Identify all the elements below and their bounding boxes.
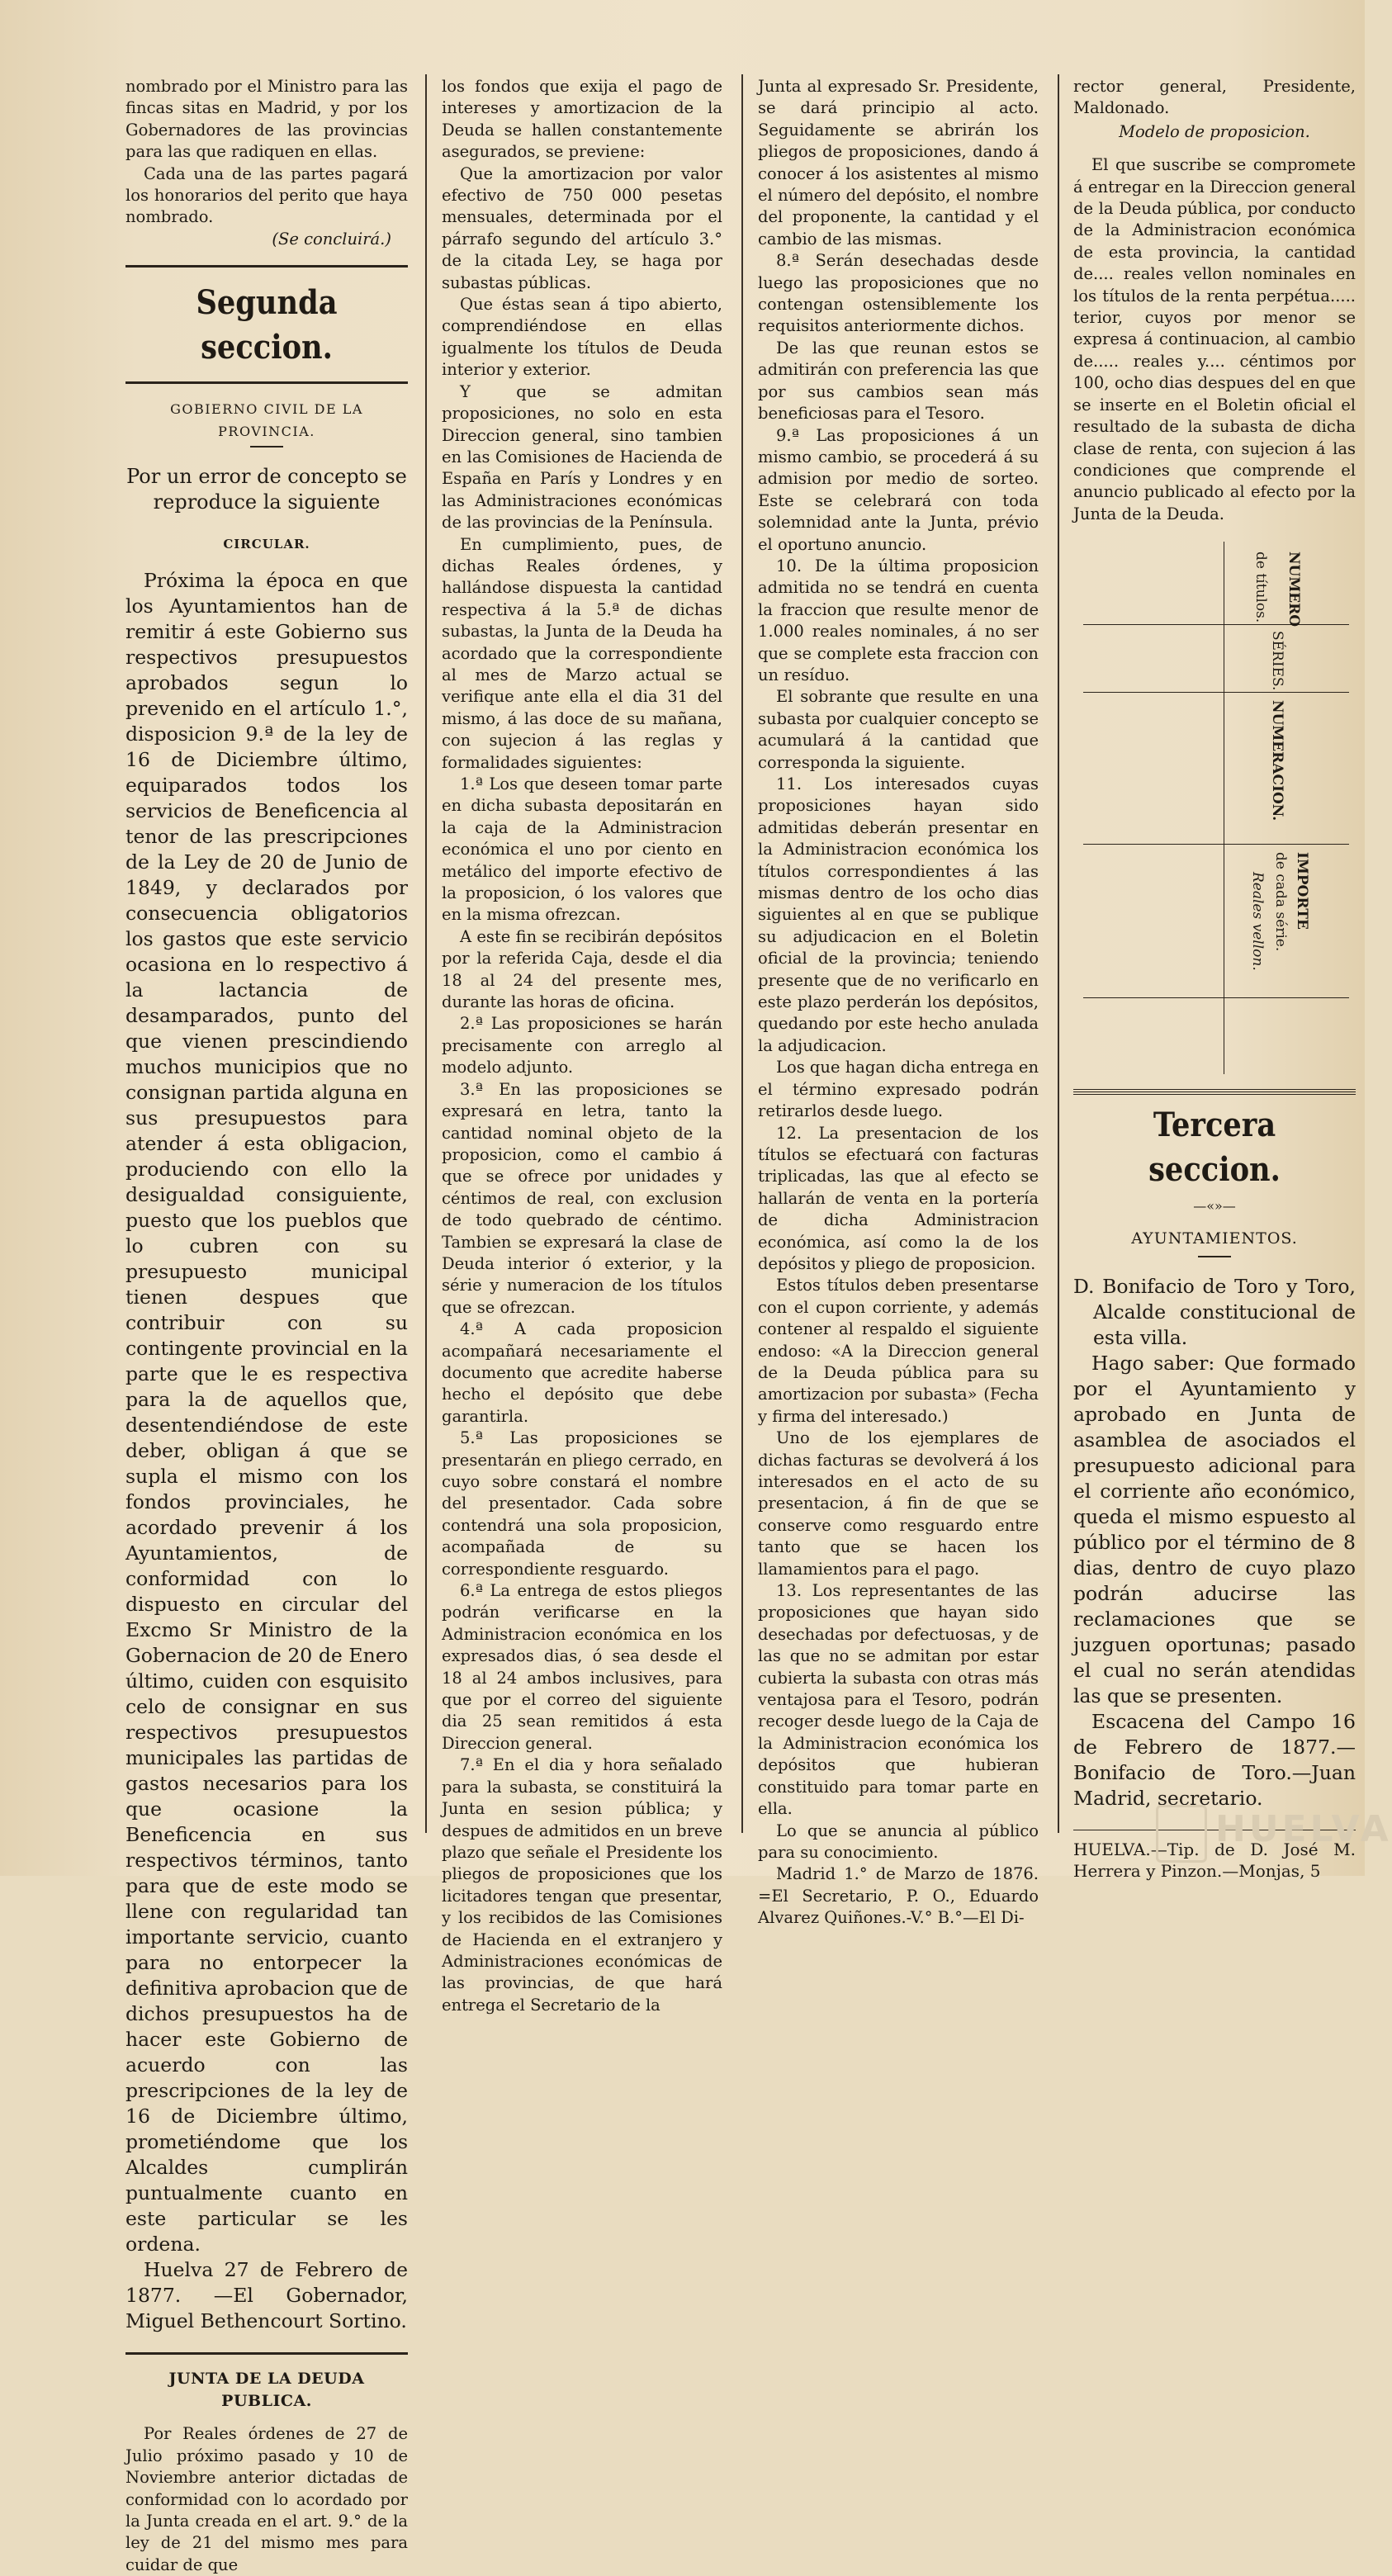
- table-row-rule: [1083, 692, 1349, 693]
- column-3: [758, 76, 1039, 1930]
- ornament: —«»—: [1193, 1198, 1236, 1215]
- rule-1: 1.ª Los que deseen tomar parte en dicha subasta depositarán en la caja de la Administracion económica el uno por ciento en metálico del importe efectivo de la proposicion, ó los valores que en la misma ofrezcan.: [442, 774, 722, 925]
- rule-8: 8.ª Serán desechadas desde luego las proposiciones que no contengan ostensiblemente los requisitos anteriormente dichos.: [758, 251, 1039, 336]
- seal-icon: [1156, 1805, 1207, 1863]
- printer-imprint: HUELVA.—Tip. de D. José M. Herrera y Pinzon.—Monjas, 5: [1073, 1839, 1356, 1881]
- table-header-numeracion: NUMERACION.: [1269, 700, 1285, 822]
- table-header-series: SÉRIES.: [1269, 631, 1285, 691]
- ayuntamientos-heading: AYUNTAMIENTOS.: [1131, 1229, 1298, 1248]
- paragraph: Junta al expresado Sr. Presidente, se dará principio al acto. Seguidamente se abrirán los pliegos de proposiciones, dando á conocer á los asistentes al mismo el número del depósito, el nombre del proponente, la cantidad y el cambio de las mismas.: [758, 77, 1039, 249]
- edict-body: Hago saber: Que formado por el Ayuntamiento y aprobado en Junta de asamblea de asociados el presupuesto adicional para el corriente año económico, queda el mismo espuesto al público por el término de 8 dias, dentro de cuyo plazo podrán aducirse las reclamaciones que se juzguen oportunas; pasado el cual no serán atendidas las que se presenten.: [1073, 1351, 1356, 1707]
- continuation-text: Cada una de las partes pagará los honorarios del perito que haya nombrado.: [125, 163, 408, 227]
- junta-intro: Por Reales órdenes de 27 de Julio próximo pasado y 10 de Noviembre anterior dictadas de conformidad con lo acordado por la Junta creada en el art. 9.° de la ley de 21 del mismo mes para cuidar de que: [125, 2424, 408, 2574]
- to-be-continued: (Se concluirá.): [272, 229, 391, 249]
- article-rule: [125, 2352, 408, 2355]
- rule-6: 6.ª La entrega de estos pliegos podrán verificarse en la Administracion económica en los expresados dias, ó sea desde el 18 al 24 ambos inclusives, para que por el correo del siguiente dia 25 sean remitidos á esta Direccion general.: [442, 1581, 722, 1753]
- paragraph: Estos títulos deben presentarse con el cupon corriente, y además contener al respaldo el siguiente endoso: «A la Direccion general de la Deuda pública para su amortizacion por subasta» (Fecha y firma del interesado.): [758, 1276, 1039, 1426]
- rule-4: 4.ª A cada proposicion acompañará necesariamente el documento que acredite haberse hecho el depósito que debe garantirla.: [442, 1319, 722, 1426]
- paragraph: A este fin se recibirán depósitos por la referida Caja, desde el dia 18 al 24 del presente mes, durante las horas de oficina.: [442, 926, 722, 1012]
- paragraph: De las que reunan estos se admitirán con preferencia las que por sus cambios sean más beneficiosas para el Tesoro.: [758, 338, 1039, 424]
- rule-7: 7.ª En el dia y hora señalado para la subasta, se constituirá la Junta en sesion pública; y despues de admitidos en un breve plazo que señale el Presidente los pliegos de proposiciones que los licitadores tengan que presentar, y los recibidos de las Comisiones de Hacienda en el extranjero y Administraciones económicas de las provincias, de que hará entrega el Secretario de la: [442, 1755, 722, 2015]
- table-header-reales: Reales vellon.: [1249, 872, 1266, 971]
- paragraph: Uno de los ejemplares de dichas facturas se devolverá á los interesados en el acto de su presentacion, á fin de que se conserve como resguardo entre tanto que se hacen los llamamientos para el pago.: [758, 1428, 1039, 1579]
- rule-13: 13. Los representantes de las proposiciones que hayan sido desechadas por defectuosas, y de las que no se admitan por estar cubierta la subasta con otras más ventajosa para el Tesoro, podrán recoger desde luego de la Caja de la Administracion económica los depósitos que hubieran constituido para tomar parte en ella.: [758, 1581, 1039, 1819]
- paragraph: En cumplimiento, pues, de dichas Reales órdenes, y hallándose dispuesta la cantidad respectiva á la 5.ª de dichas subastas, la Junta de la Deuda ha acordado que la correspondiente al mes de Marzo actual se verifique ante ella el dia 31 del mismo, á las doce de su mañana, con sujecion á las reglas y formalidades siguientes:: [442, 534, 722, 772]
- rule-9: 9.ª Las proposiciones á un mismo cambio, se procederá á su admision por medio de sorteo. Este se celebrará con toda solemnidad ante la Junta, prévio el oportuno anuncio.: [758, 425, 1039, 554]
- column-divider: [1058, 74, 1059, 1833]
- signature: Madrid 1.° de Marzo de 1876. =El Secretario, P. O., Eduardo Alvarez Quiñones.-V.° B.°—El Di-: [758, 1864, 1039, 1928]
- edict-signature: Escacena del Campo 16 de Febrero de 1877.—Bonifacio de Toro.—Juan Madrid, secretario.: [1073, 1709, 1356, 1810]
- circular-signature: Huelva 27 de Febrero de 1877. —El Gobernador, Miguel Bethencourt Sortino.: [125, 2258, 408, 2333]
- column-divider: [741, 74, 743, 1833]
- continuation-text: nombrado por el Ministro para las fincas sitas en Madrid, y por los Gobernadores de las provincias para las que radiquen en ellas.: [125, 77, 408, 162]
- rule-5: 5.ª Las proposiciones se presentarán en pliego cerrado, en cuyo sobre constará el nombre del presentador. Cada sobre contendrá una sola proposicion, acompañada de su correspondiente resguardo.: [442, 1428, 722, 1579]
- paragraph: Lo que se anuncia al público para su conocimiento.: [758, 1821, 1039, 1862]
- watermark-text: HUELVA: [1215, 1808, 1392, 1850]
- rule-3: 3.ª En las proposiciones se expresará en letra, tanto la cantidad nominal objeto de la proposicion, como el cambio á que se ofrece por unidades y céntimos de real, con exclusion de todo quebrado de céntimo. Tambien se expresará la clase de Deuda interior ó exterior, y la série y numeracion de los títulos que se ofrezcan.: [442, 1079, 722, 1317]
- column-4: [1073, 76, 1356, 1882]
- paragraph: Y que se admitan proposiciones, no solo en esta Direccion general, sino tambien en las Comisiones de Hacienda de España en París y Londres y en las Administraciones económicas de las provincias de la Península.: [442, 381, 722, 533]
- column-1: [125, 76, 408, 2576]
- table-header-numero: NUMERO: [1285, 552, 1302, 627]
- section-rule: [125, 265, 408, 268]
- edict-heading: D. Bonifacio de Toro y Toro, Alcalde constitucional de esta villa.: [1073, 1274, 1356, 1349]
- section-rule: [125, 381, 408, 384]
- table-header-titulos: de títulos.: [1252, 552, 1269, 623]
- proposal-table: [1073, 542, 1356, 1074]
- section-rule: [1073, 1089, 1356, 1095]
- rule-12: 12. La presentacion de los títulos se efectuará con facturas triplicadas, las que al efecto se hallarán de venta en la portería de dicha Administracion económica, así como la de los depósitos y pliego de proposicion.: [758, 1123, 1039, 1273]
- rule-11: 11. Los interesados cuyas proposiciones hayan sido admitidas deberán presentar en la Administracion económica los títulos correspondientes á las mismas dentro de los ocho dias siguientes al en que se publique su adjudicacion en el Boletin oficial de la provincia; teniendo presente que de no verificarlo en este plazo perderán los depósitos, quedando por este hecho anulada la adjudicacion.: [758, 774, 1039, 1055]
- circular-body: Próxima la época en que los Ayuntamientos han de remitir á este Gobierno sus respectivos presupuestos aprobados segun lo prevenido en el artículo 1.°, disposicion 9.ª de la ley de 16 de Diciembre último, equiparados todos los servicios de Beneficencia al tenor de las prescripciones de la Ley de 20 de Junio de 1849, y declarados por consecuencia obligatorios los gastos que este servicio ocasiona en lo respectivo á la lactancia de desamparados, punto del que vienen prescindiendo muchos municipios que no consignan partida alguna en sus presupuestos para atender á esta obligacion, produciendo con ello la desigualdad consiguiente, puesto que los pueblos que lo cubren con su presupuesto municipal tienen despues que contribuir con su contingente provincial en la parte que le es respectiva para la de aquellos que, desentendiéndose de este deber, obligan á que se supla el mismo con los fondos provinciales, he acordado prevenir á los Ayuntamientos, de conformidad con lo dispuesto en circular del Excmo Sr Ministro de la Gobernacion de 20 de Enero último, cuiden con esquisito celo de consignar en sus respectivos presupuestos municipales las partidas de gastos necesarios para los que ocasione la Beneficencia en sus respectivos términos, tanto para que de este modo se llene con regularidad tan importante servicio, cuanto para no entorpecer la definitiva aprobacion que de dichos presupuestos ha de hacer este Gobierno de acuerdo con las prescripciones de la ley de 16 de Diciembre último, prometiéndome que los Alcaldes cumplirán puntualmente cuanto en este particular se les ordena.: [125, 569, 408, 2256]
- section-title: Tercera seccion.: [1148, 1106, 1281, 1190]
- column-divider: [425, 74, 427, 1833]
- paragraph: El sobrante que resulte en una subasta por cualquier concepto se acumulará á la cantidad que corresponda la siguiente.: [758, 687, 1039, 772]
- proposal-model: El que suscribe se compromete á entregar en la Direccion general de la Deuda pública, por conducto de la Administracion económica de esta provincia, la cantidad de.... reales vellon nominales en los títulos de la renta perpétua..... terior, cuyos por menor se expresa á continuacion, al cambio de..... reales y.... céntimos por 100, ocho dias despues del en que se inserte en el Boletin oficial el resultado de la subasta de dicha clase de renta, con sujecion á las condiciones que comprende el anuncio publicado al efecto por la Junta de la Deuda.: [1073, 155, 1356, 523]
- paragraph: Que la amortizacion por valor efectivo de 750 000 pesetas mensuales, determinada por el párrafo segundo del artículo 3.° de la citada Ley, se haga por subastas públicas.: [442, 163, 722, 292]
- rule-2: 2.ª Las proposiciones se harán precisamente con arreglo al modelo adjunto.: [442, 1014, 722, 1077]
- rule-10: 10. De la última proposicion admitida no se tendrá en cuenta la fraccion que resulte menor de 1.000 reales nominales, á no ser que se complete esta fraccion con un resíduo.: [758, 556, 1039, 684]
- junta-heading: JUNTA DE LA DEUDA PUBLICA.: [168, 2370, 365, 2410]
- paragraph: Los que hagan dicha entrega en el término expresado podrán retirarlos desde luego.: [758, 1058, 1039, 1121]
- section-title: Segunda seccion.: [196, 283, 338, 367]
- gobierno-heading: GOBIERNO CIVIL DE LA PROVINCIA.: [170, 401, 363, 439]
- model-heading: Modelo de proposicion.: [1119, 121, 1310, 141]
- table-row-rule: [1083, 997, 1349, 998]
- table-row-rule: [1083, 844, 1349, 845]
- column-2: [442, 76, 722, 2016]
- heading-dash: [1198, 1256, 1231, 1257]
- table-row-rule: [1083, 624, 1349, 625]
- error-heading: Por un error de concepto se reproduce la siguiente: [126, 465, 407, 514]
- archive-watermark: [1156, 1793, 1392, 1868]
- paragraph: Que éstas sean á tipo abierto, comprendiéndose en ellas igualmente los títulos de Deuda interior y exterior.: [442, 295, 722, 380]
- table-header-cada-serie: de cada série.: [1272, 852, 1289, 952]
- circular-heading: CIRCULAR.: [223, 537, 310, 552]
- paragraph: rector general, Presidente, Maldonado.: [1073, 77, 1356, 118]
- heading-dash: [250, 446, 283, 447]
- table-header-importe: IMPORTE: [1294, 852, 1310, 930]
- paragraph: los fondos que exija el pago de intereses y amortizacion de la Deuda se hallen constantemente asegurados, se previene:: [442, 77, 722, 162]
